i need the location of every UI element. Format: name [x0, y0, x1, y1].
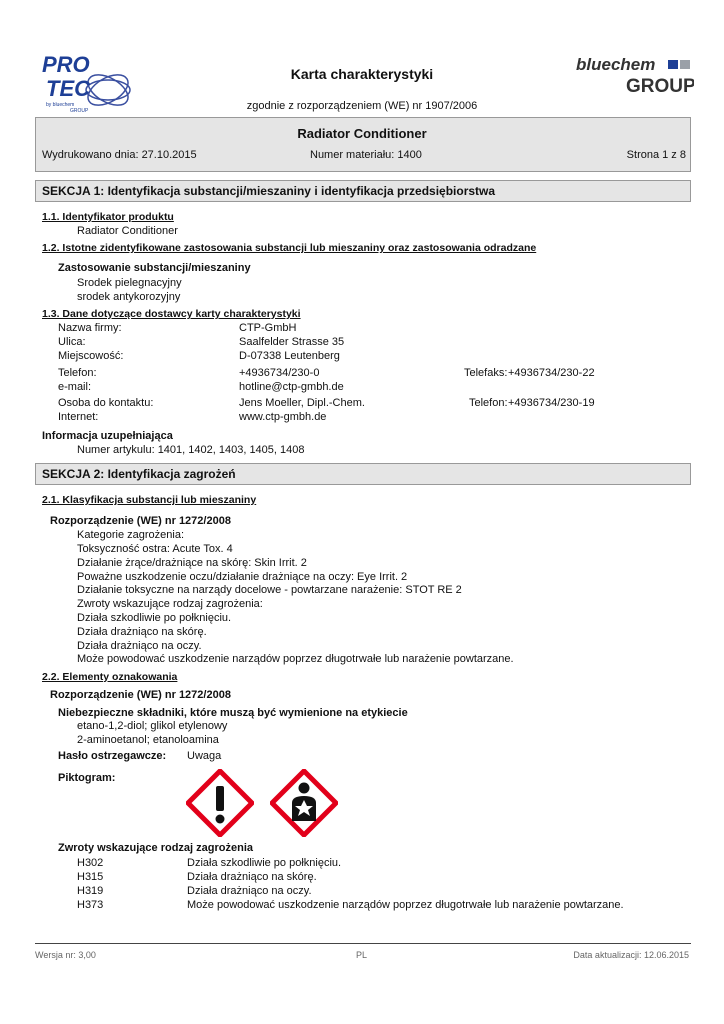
phone-value: +4936734/230-0 [239, 367, 320, 379]
h-code: H373 [77, 899, 104, 911]
material-number: Numer materiału: 1400 [310, 149, 422, 161]
use-heading: Zastosowanie substancji/mieszaniny [58, 262, 251, 274]
footer-language: PL [356, 950, 368, 960]
classification-line: Działa szkodliwie po połknięciu. [77, 612, 232, 624]
company-value: CTP-GmbH [239, 322, 297, 334]
internet-label: Internet: [58, 411, 99, 423]
fax-value: +4936734/230-22 [508, 367, 595, 379]
h-text: Może powodować uszkodzenie narządów poprzez długotrwałe lub narażenie powtarzane. [187, 899, 624, 911]
company-label: Nazwa firmy: [58, 322, 122, 334]
logo-left-line4: GROUP [70, 108, 89, 114]
contact-phone-value: +4936734/230-19 [508, 397, 595, 409]
logo-right-line1: bluechem [576, 55, 656, 74]
s1-3-heading: 1.3. Dane dotyczące dostawcy karty charakterystyki [42, 308, 301, 320]
signal-word-value: Uwaga [187, 750, 222, 762]
classification-line: Działanie żrące/drażniące na skórę: Skin Irrit. 2 [77, 557, 307, 569]
s2-1-heading: 2.1. Klasyfikacja substancji lub mieszaniny [42, 494, 257, 506]
regulation-heading: Rozporządzenie (WE) nr 1272/2008 [50, 515, 231, 527]
page-number: Strona 1 z 8 [626, 149, 686, 161]
health-hazard-pictogram-icon [270, 769, 338, 837]
classification-line: Działa drażniąco na oczy. [77, 640, 202, 652]
contact-label: Osoba do kontaktu: [58, 397, 154, 409]
logo-left-line1: PRO [42, 52, 90, 77]
street-label: Ulica: [58, 336, 86, 348]
hazardous-heading: Niebezpieczne składniki, które muszą być wymienione na etykiecie [58, 707, 408, 719]
email-label: e-mail: [58, 381, 92, 393]
classification-line: Poważne uszkodzenie oczu/działanie drażniące na oczy: Eye Irrit. 2 [77, 571, 408, 583]
hazardous-item: etano-1,2-diol; glikol etylenowy [77, 720, 228, 732]
footer-version: Wersja nr: 3,00 [35, 950, 96, 960]
product-name: Radiator Conditioner [297, 126, 427, 141]
info-heading: Informacja uzupełniająca [42, 430, 173, 442]
printed-date: Wydrukowano dnia: 27.10.2015 [42, 149, 197, 161]
logo-left-line2: TEC [46, 76, 90, 101]
classification-line: Toksyczność ostra: Acute Tox. 4 [77, 543, 233, 555]
s1-2-heading: 1.2. Istotne zidentyfikowane zastosowania substancji lub mieszaniny oraz zastosowania odradzane [42, 242, 537, 254]
signal-word-label: Hasło ostrzegawcze: [58, 750, 167, 762]
h-code: H319 [77, 885, 104, 897]
logo-left-line3: by bluechem [46, 102, 75, 108]
contact-phone-label: Telefon: [469, 397, 508, 409]
classification-line: Może powodować uszkodzenie narządów poprzez długotrwałe lub narażenie powtarzane. [77, 653, 514, 665]
section2-title: SEKCJA 2: Identyfikacja zagrożeń [42, 467, 236, 481]
h-text: Działa drażniąco na skórę. [187, 871, 317, 883]
s1-1-heading: 1.1. Identyfikator produktu [42, 211, 174, 223]
info-value: Numer artykulu: 1401, 1402, 1403, 1405, 1408 [77, 444, 305, 456]
footer-updated: Data aktualizacji: 12.06.2015 [573, 950, 689, 960]
s1-1-value: Radiator Conditioner [77, 225, 178, 237]
section1-title: SEKCJA 1: Identyfikacja substancji/mieszaniny i identyfikacja przedsiębiorstwa [42, 184, 496, 198]
classification-line: Działa drażniąco na skórę. [77, 626, 207, 638]
city-label: Miejscowość: [58, 350, 124, 362]
s2-2-heading: 2.2. Elementy oznakowania [42, 671, 178, 683]
document-title: Karta charakterystyki [290, 66, 434, 82]
exclamation-mark-pictogram-icon [186, 769, 254, 837]
website-link[interactable]: www.ctp-gmbh.de [239, 411, 327, 423]
fax-label: Telefaks: [464, 367, 508, 379]
h-statements-heading: Zwroty wskazujące rodzaj zagrożenia [58, 842, 254, 854]
contact-value: Jens Moeller, Dipl.-Chem. [239, 397, 365, 409]
footer-divider [35, 943, 691, 944]
classification-line: Działanie toksyczne na narządy docelowe - powtarzane narażenie: STOT RE 2 [77, 584, 462, 596]
city-value: D-07338 Leutenberg [239, 350, 340, 362]
email-link[interactable]: hotline@ctp-gmbh.de [239, 381, 344, 393]
use-item: Srodek pielegnacyjny [77, 277, 182, 289]
logo-right-line2: GROUP [626, 76, 694, 97]
street-value: Saalfelder Strasse 35 [239, 336, 345, 348]
classification-line: Zwroty wskazujące rodzaj zagrożenia: [77, 598, 263, 610]
h-code: H302 [77, 857, 104, 869]
h-text: Działa szkodliwie po połknięciu. [187, 857, 342, 869]
bluechem-logo [574, 54, 694, 98]
h-code: H315 [77, 871, 104, 883]
use-item: srodek antykorozyjny [77, 291, 181, 303]
regulation2-heading: Rozporządzenie (WE) nr 1272/2008 [50, 689, 231, 701]
phone-label: Telefon: [58, 367, 97, 379]
h-text: Działa drażniąco na oczy. [187, 885, 312, 897]
pictogram-label: Piktogram: [58, 772, 116, 784]
classification-line: Kategorie zagrożenia: [77, 529, 185, 541]
hazardous-item: 2-aminoetanol; etanoloamina [77, 734, 219, 746]
document-subtitle: zgodnie z rozporządzeniem (WE) nr 1907/2006 [246, 100, 478, 112]
